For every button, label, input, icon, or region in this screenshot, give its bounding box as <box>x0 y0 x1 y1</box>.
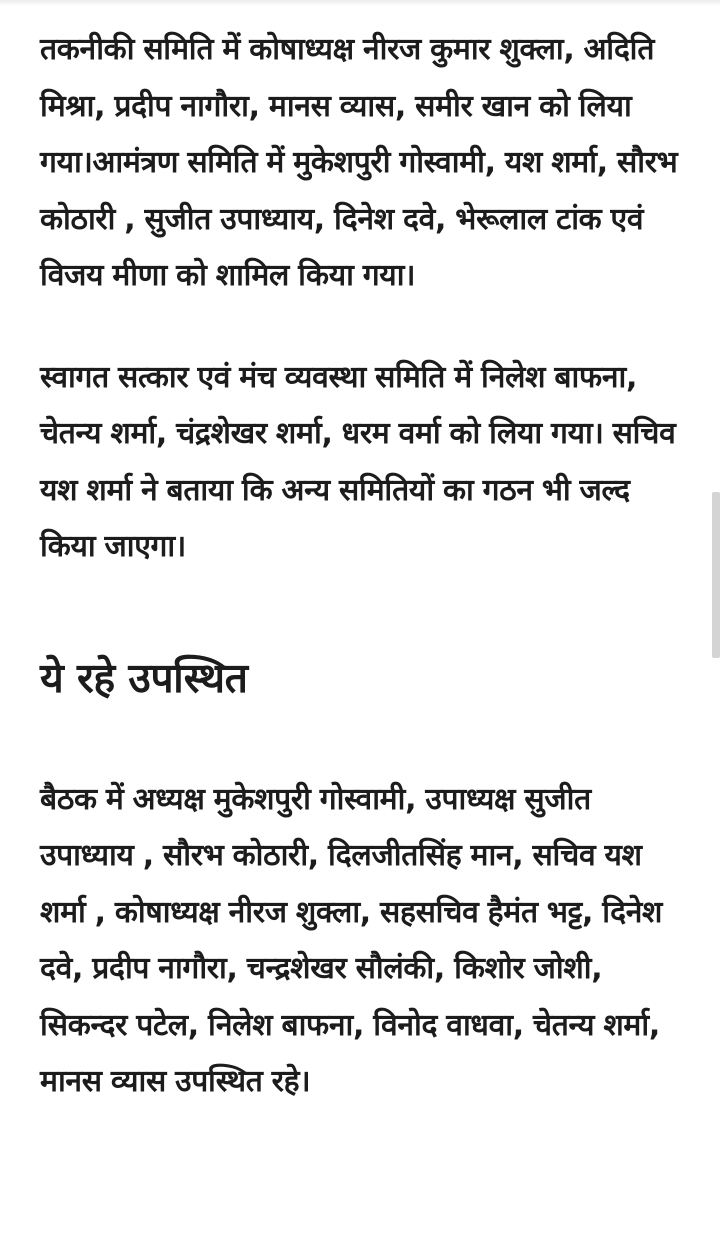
paragraph-reception-committee: स्वागत सत्कार एवं मंच व्यवस्था समिति में निलेश बाफना, चेतन्य शर्मा, चंद्रशेखर शर्मा, धरम वर्मा को लिया गया। सचिव यश शर्मा ने बताया कि अन्य समितियों का गठन भी जल्द किया जाएगा। <box>40 359 676 564</box>
section-heading-attendees: ये रहे उपस्थित <box>40 653 248 702</box>
paragraph-committees: तकनीकी समिति में कोषाध्यक्ष नीरज कुमार शुक्ला, अदिति मिश्रा, प्रदीप नागौरा, मानस व्यास, समीर खान को लिया गया।आमंत्रण समिति में मुकेशपुरी गोस्वामी, यश शर्मा, सौरभ कोठारी , सुजीत उपाध्याय, दिनेश दवे, भेरूलाल टांक एवं विजय मीणा को शामिल किया गया। <box>40 32 678 293</box>
paragraph-attendees: बैठक में अध्यक्ष मुकेशपुरी गोस्वामी, उपाध्यक्ष सुजीत उपाध्याय , सौरभ कोठारी, दिलजीतसिंह मान, सचिव यश शर्मा , कोषाध्यक्ष नीरज शुक्ला, सहसचिव हैमंत भट्ट, दिनेश दवे, प्रदीप नागौरा, चन्द्रशेखर सौलंकी, किशोर जोशी, सिकन्दर पटेल, निलेश बाफना, विनोद वाधवा, चेतन्य शर्मा, मानस व्यास उपस्थित रहे। <box>40 781 663 1099</box>
top-edge-shadow <box>0 0 720 6</box>
article-body <box>40 22 688 1111</box>
scrollbar-thumb[interactable] <box>712 492 720 658</box>
